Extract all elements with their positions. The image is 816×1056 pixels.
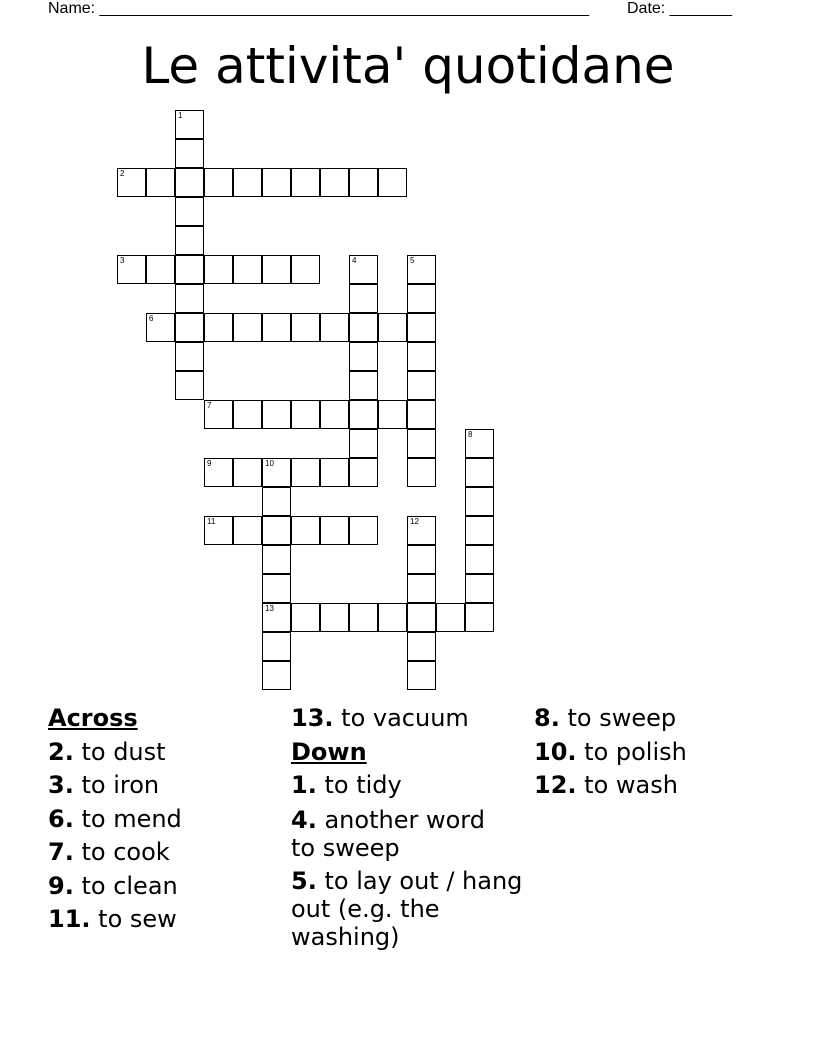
- grid-cell[interactable]: [233, 168, 262, 197]
- grid-cell[interactable]: [233, 255, 262, 284]
- grid-cell[interactable]: [407, 400, 436, 429]
- grid-cell[interactable]: [349, 168, 378, 197]
- clue-across-13: [291, 702, 531, 736]
- grid-cell[interactable]: [349, 371, 378, 400]
- grid-cell[interactable]: [262, 574, 291, 603]
- grid-cell[interactable]: [175, 139, 204, 168]
- grid-cell[interactable]: [262, 168, 291, 197]
- grid-cell[interactable]: [175, 197, 204, 226]
- grid-cell[interactable]: [262, 487, 291, 516]
- clue-number: 7.: [48, 838, 74, 866]
- grid-cell[interactable]: [320, 516, 349, 545]
- clues-column-2: [291, 702, 531, 953]
- grid-cell[interactable]: [291, 313, 320, 342]
- clue-text: another word to sweep: [291, 805, 485, 862]
- clue-number: 12.: [534, 771, 577, 799]
- grid-cell[interactable]: [320, 313, 349, 342]
- grid-cell[interactable]: [204, 458, 233, 487]
- grid-cell[interactable]: [262, 632, 291, 661]
- grid-cell[interactable]: [262, 255, 291, 284]
- clue-down-1: [291, 769, 531, 803]
- grid-cell[interactable]: [407, 458, 436, 487]
- grid-cell[interactable]: [465, 603, 494, 632]
- cell-number: 4: [352, 256, 357, 265]
- grid-cell[interactable]: [291, 168, 320, 197]
- grid-cell[interactable]: [204, 168, 233, 197]
- grid-cell[interactable]: [204, 400, 233, 429]
- clue-text: to lay out / hang out (e.g. the washing): [291, 866, 523, 951]
- clue-across-11: [48, 903, 284, 937]
- clue-number: 11.: [48, 905, 91, 933]
- date-field-label: Date: _______: [627, 0, 732, 17]
- grid-cell[interactable]: [378, 400, 407, 429]
- grid-cell[interactable]: [320, 400, 349, 429]
- grid-cell[interactable]: [407, 574, 436, 603]
- grid-cell[interactable]: [233, 313, 262, 342]
- clue-text: to clean: [81, 871, 178, 900]
- grid-cell[interactable]: [407, 632, 436, 661]
- grid-cell[interactable]: [262, 516, 291, 545]
- clue-down-4: [291, 803, 491, 864]
- grid-cell[interactable]: [320, 168, 349, 197]
- grid-cell[interactable]: [146, 168, 175, 197]
- grid-cell[interactable]: [204, 313, 233, 342]
- clue-text: to wash: [584, 771, 678, 799]
- grid-cell[interactable]: [349, 603, 378, 632]
- grid-cell[interactable]: [349, 255, 378, 284]
- down-heading: Down: [291, 737, 367, 766]
- grid-cell[interactable]: [378, 603, 407, 632]
- clue-text: to mend: [81, 804, 182, 833]
- clue-across-3: [48, 769, 284, 803]
- clue-down-8: [534, 702, 774, 736]
- grid-cell[interactable]: [407, 603, 436, 632]
- grid-cell[interactable]: [349, 516, 378, 545]
- grid-cell[interactable]: [407, 284, 436, 313]
- cell-number: 8: [468, 430, 473, 439]
- clue-number: 9.: [48, 871, 74, 900]
- grid-cell[interactable]: [262, 400, 291, 429]
- grid-cell[interactable]: [262, 661, 291, 690]
- grid-cell[interactable]: [146, 255, 175, 284]
- clue-down-5: [291, 864, 529, 953]
- clue-down-10: [534, 736, 774, 770]
- clue-number: 6.: [48, 804, 74, 833]
- grid-cell[interactable]: [262, 603, 291, 632]
- clue-text: to iron: [81, 771, 160, 799]
- grid-cell[interactable]: [465, 545, 494, 574]
- grid-cell[interactable]: [407, 342, 436, 371]
- cell-number: 6: [149, 314, 154, 323]
- across-heading: Across: [48, 704, 138, 732]
- grid-cell[interactable]: [291, 255, 320, 284]
- clue-text: to sew: [98, 905, 177, 933]
- cell-number: 2: [120, 169, 125, 178]
- grid-cell[interactable]: [378, 168, 407, 197]
- grid-cell[interactable]: [378, 313, 407, 342]
- cell-number: 11: [207, 517, 216, 526]
- grid-cell[interactable]: [349, 313, 378, 342]
- page-title: Le attivita' quotidane: [141, 37, 675, 95]
- cell-number: 12: [410, 517, 419, 526]
- grid-cell[interactable]: [349, 284, 378, 313]
- grid-cell[interactable]: [465, 516, 494, 545]
- grid-cell[interactable]: [436, 603, 465, 632]
- clue-across-7: [48, 836, 284, 870]
- clue-number: 10.: [534, 737, 577, 766]
- grid-cell[interactable]: [175, 168, 204, 197]
- grid-cell[interactable]: [407, 371, 436, 400]
- clue-number: 4.: [291, 805, 317, 834]
- clues-column-1: [48, 702, 284, 937]
- clues-column-3: [534, 702, 774, 803]
- cell-number: 7: [207, 401, 212, 410]
- grid-cell[interactable]: [233, 516, 262, 545]
- clue-text: to sweep: [567, 704, 677, 732]
- grid-cell[interactable]: [320, 458, 349, 487]
- name-field-label: Name: _______________________________________________________: [48, 0, 589, 17]
- grid-cell[interactable]: [175, 255, 204, 284]
- clue-text: to dust: [81, 737, 166, 766]
- cell-number: 5: [410, 256, 415, 265]
- clue-across-2: [48, 736, 284, 770]
- grid-cell[interactable]: [262, 545, 291, 574]
- grid-cell[interactable]: [465, 574, 494, 603]
- clue-across-6: [48, 803, 284, 837]
- grid-cell[interactable]: [407, 313, 436, 342]
- grid-cell[interactable]: [175, 342, 204, 371]
- clue-text: to vacuum: [341, 704, 469, 732]
- grid-cell[interactable]: [465, 429, 494, 458]
- grid-cell[interactable]: [117, 168, 146, 197]
- grid-cell[interactable]: [291, 400, 320, 429]
- cell-number: 10: [265, 459, 274, 468]
- clue-number: 3.: [48, 771, 74, 799]
- grid-cell[interactable]: [349, 458, 378, 487]
- grid-cell[interactable]: [175, 110, 204, 139]
- grid-cell[interactable]: [407, 255, 436, 284]
- clue-text: to polish: [584, 737, 687, 766]
- clue-number: 2.: [48, 737, 74, 766]
- grid-cell[interactable]: [291, 603, 320, 632]
- cell-number: 1: [178, 111, 183, 120]
- clue-text: to cook: [81, 838, 170, 866]
- grid-cell[interactable]: [204, 516, 233, 545]
- clue-number: 13.: [291, 704, 334, 732]
- grid-cell[interactable]: [175, 371, 204, 400]
- clue-down-12: [534, 769, 774, 803]
- grid-cell[interactable]: [146, 313, 175, 342]
- clue-text: to tidy: [324, 771, 402, 799]
- grid-cell[interactable]: [349, 342, 378, 371]
- grid-cell[interactable]: [262, 313, 291, 342]
- clue-across-9: [48, 870, 284, 904]
- grid-cell[interactable]: [407, 516, 436, 545]
- grid-cell[interactable]: [291, 516, 320, 545]
- cell-number: 13: [265, 604, 274, 613]
- grid-cell[interactable]: [465, 458, 494, 487]
- clue-number: 8.: [534, 704, 560, 732]
- grid-cell[interactable]: [407, 545, 436, 574]
- grid-cell[interactable]: [233, 400, 262, 429]
- grid-cell[interactable]: [407, 661, 436, 690]
- grid-cell[interactable]: [407, 429, 436, 458]
- cell-number: 9: [207, 459, 212, 468]
- grid-cell[interactable]: [233, 458, 262, 487]
- grid-cell[interactable]: [320, 603, 349, 632]
- grid-cell[interactable]: [291, 458, 320, 487]
- grid-cell[interactable]: [349, 429, 378, 458]
- clue-number: 5.: [291, 866, 317, 895]
- grid-cell[interactable]: [175, 226, 204, 255]
- grid-cell[interactable]: [349, 400, 378, 429]
- clue-number: 1.: [291, 771, 317, 799]
- cell-number: 3: [120, 256, 125, 265]
- grid-cell[interactable]: [117, 255, 146, 284]
- grid-cell[interactable]: [262, 458, 291, 487]
- grid-cell[interactable]: [465, 487, 494, 516]
- grid-cell[interactable]: [175, 313, 204, 342]
- grid-cell[interactable]: [175, 284, 204, 313]
- grid-cell[interactable]: [204, 255, 233, 284]
